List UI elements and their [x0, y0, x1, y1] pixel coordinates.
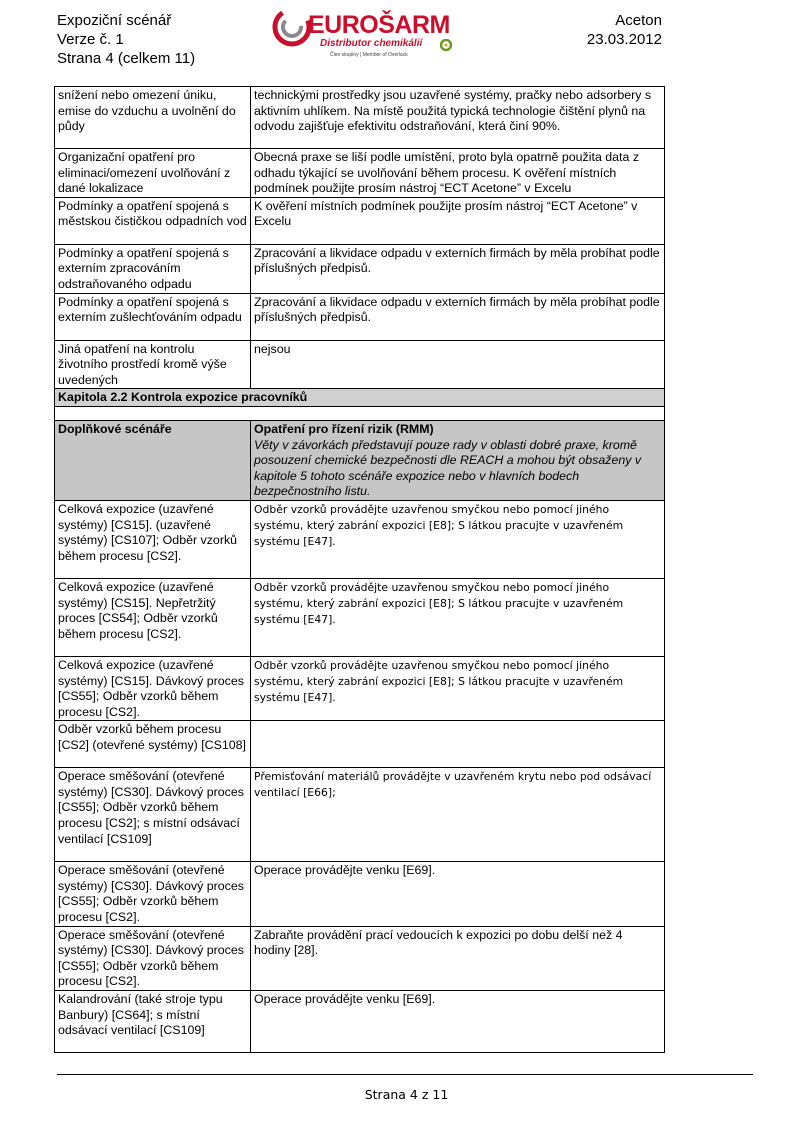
logo-member-text: Člen skupiny | Member of Overlack [330, 52, 408, 58]
env-control-measure-cell: Obecná praxe se liší podle umístění, proto byla opatrně použita data z odhadu týkající se uvolňování během procesu. K ověření místních podmínek použijte prosím nástroj “ECT Acetone” v Excelu [251, 149, 665, 198]
header-rmm-note: Věty v závorkách představují pouze rady v oblasti dobré praxe, kromě posouzení chemické bezpečnosti dle REACH a mohou být obsaženy v kapitole 5 tohoto scénáře expozice nebo v hlavních bodech bezpečnostního listu. [254, 437, 642, 499]
env-control-row [55, 244, 665, 293]
doc-title: Expoziční scénář [57, 12, 172, 29]
header-rmm [251, 420, 665, 500]
worker-scenario-measure-cell [251, 721, 665, 768]
header-rmm-title: Opatření pro řízení rizik (RMM) [254, 421, 434, 436]
page-info: Strana 4 (celkem 11) [57, 50, 196, 67]
section-heading-row [55, 389, 665, 407]
worker-scenario-row [55, 768, 665, 862]
worker-scenario-measure-cell: Přemisťování materiálů provádějte v uzavřeném krytu nebo pod odsávací ventilací [E66]; [251, 768, 665, 862]
worker-scenario-condition-cell: Operace směšování (otevřené systémy) [CS30]. Dávkový proces [CS55]; Odběr vzorků během procesu [CS2]; s místní odsávací ventilací [CS109] [55, 768, 251, 862]
env-control-condition-cell: Podmínky a opatření spojená s externím zpracováním odstraňovaného odpadu [55, 244, 251, 293]
logo-brand: EUROŠARM [308, 11, 450, 39]
footer-divider [57, 1074, 753, 1075]
worker-scenario-condition-cell: Celková expozice (uzavřené systémy) [CS15]. Dávkový proces [CS55]; Odběr vzorků během procesu [CS2]. [55, 656, 251, 720]
worker-scenario-measure-cell: Odběr vzorků provádějte uzavřenou smyčkou nebo pomocí jiného systému, který zabrání expozici [E8]; S látkou pracujte v uzavřeném systému [E47]. [251, 656, 665, 720]
env-control-measure-cell: Zpracování a likvidace odpadu v externích firmách by měla probíhat podle příslušných předpisů. [251, 244, 665, 293]
env-control-condition-cell: Organizační opatření pro eliminaci/omezení uvolňování z dané lokalizace [55, 149, 251, 198]
env-control-row [55, 340, 665, 389]
env-control-condition-cell: Podmínky a opatření spojená s externím zušlechťováním odpadu [55, 293, 251, 340]
worker-scenario-row [55, 656, 665, 720]
overlack-mark-icon [440, 39, 452, 51]
section-heading: Kapitola 2.2 Kontrola expozice pracovníků [55, 389, 665, 407]
exposure-table [54, 86, 665, 1053]
worker-scenario-row [55, 721, 665, 768]
eurosarm-swirl-icon [272, 7, 312, 47]
worker-scenario-condition-cell: Celková expozice (uzavřené systémy) [CS15]. (uzavřené systémy) [CS107]; Odběr vzorků během procesu [CS2]. [55, 500, 251, 578]
company-logo [268, 5, 458, 63]
env-control-row [55, 197, 665, 244]
substance-name: Aceton [615, 12, 662, 29]
env-control-row [55, 87, 665, 149]
env-control-row [55, 149, 665, 198]
page-footer: Strana 4 z 11 [364, 1087, 449, 1102]
worker-scenario-condition-cell: Odběr vzorků během procesu [CS2] (otevřené systémy) [CS108] [55, 721, 251, 768]
worker-scenario-row [55, 926, 665, 990]
env-control-measure-cell: technickými prostředky jsou uzavřené systémy, pračky nebo adsorbery s aktivním uhlíkem. Na místě použitá typická technologie čištění plynů na odvodu zajišťuje efektivitu odstraňování, která činí 90%. [251, 87, 665, 149]
doc-version: Verze č. 1 [57, 31, 124, 48]
env-control-measure-cell: nejsou [251, 340, 665, 389]
env-control-condition-cell: Jiná opatření na kontrolu životního prostředí kromě výše uvedených [55, 340, 251, 389]
worker-scenario-measure-cell: Operace provádějte venku [E69]. [251, 862, 665, 926]
env-control-row [55, 293, 665, 340]
env-control-measure-cell: K ověření místních podmínek použijte prosím nástroj “ECT Acetone” v Excelu [251, 197, 665, 244]
header-left [57, 11, 195, 68]
env-control-measure-cell: Zpracování a likvidace odpadu v externích firmách by měla probíhat podle příslušných předpisů. [251, 293, 665, 340]
header-supplementary-scenarios: Doplňkové scénáře [55, 420, 251, 500]
worker-scenario-condition-cell: Celková expozice (uzavřené systémy) [CS15]. Nepřetržitý proces [CS54]; Odběr vzorků během procesu [CS2]. [55, 578, 251, 656]
doc-date: 23.03.2012 [586, 31, 662, 48]
worker-scenario-measure-cell: Odběr vzorků provádějte uzavřenou smyčkou nebo pomocí jiného systému, který zabrání expozici [E8]; S látkou pracujte v uzavřeném systému [E47]. [251, 578, 665, 656]
spacer-row [55, 406, 665, 420]
worker-scenario-row [55, 862, 665, 926]
table-header-row [55, 420, 665, 500]
env-control-condition-cell: Podmínky a opatření spojená s městskou čističkou odpadních vod [55, 197, 251, 244]
worker-scenario-measure-cell: Odběr vzorků provádějte uzavřenou smyčkou nebo pomocí jiného systému, který zabrání expozici [E8]; S látkou pracujte v uzavřeném systému [E47]. [251, 500, 665, 578]
worker-scenario-row [55, 500, 665, 578]
env-control-condition-cell: snížení nebo omezení úniku, emise do vzduchu a uvolnění do půdy [55, 87, 251, 149]
worker-scenario-measure-cell: Zabraňte provádění prací vedoucích k expozici po dobu delší než 4 hodiny [28]. [251, 926, 665, 990]
header-right [587, 11, 662, 49]
worker-scenario-measure-cell: Operace provádějte venku [E69]. [251, 991, 665, 1053]
worker-scenario-condition-cell: Operace směšování (otevřené systémy) [CS30]. Dávkový proces [CS55]; Odběr vzorků během procesu [CS2]. [55, 926, 251, 990]
worker-scenario-row [55, 578, 665, 656]
worker-scenario-condition-cell: Operace směšování (otevřené systémy) [CS30]. Dávkový proces [CS55]; Odběr vzorků během procesu [CS2]. [55, 862, 251, 926]
logo-tagline: Distributor chemikálií [320, 38, 423, 49]
worker-scenario-condition-cell: Kalandrování (také stroje typu Banbury) [CS64]; s místní odsávací ventilací [CS109] [55, 991, 251, 1053]
worker-scenario-row [55, 991, 665, 1053]
